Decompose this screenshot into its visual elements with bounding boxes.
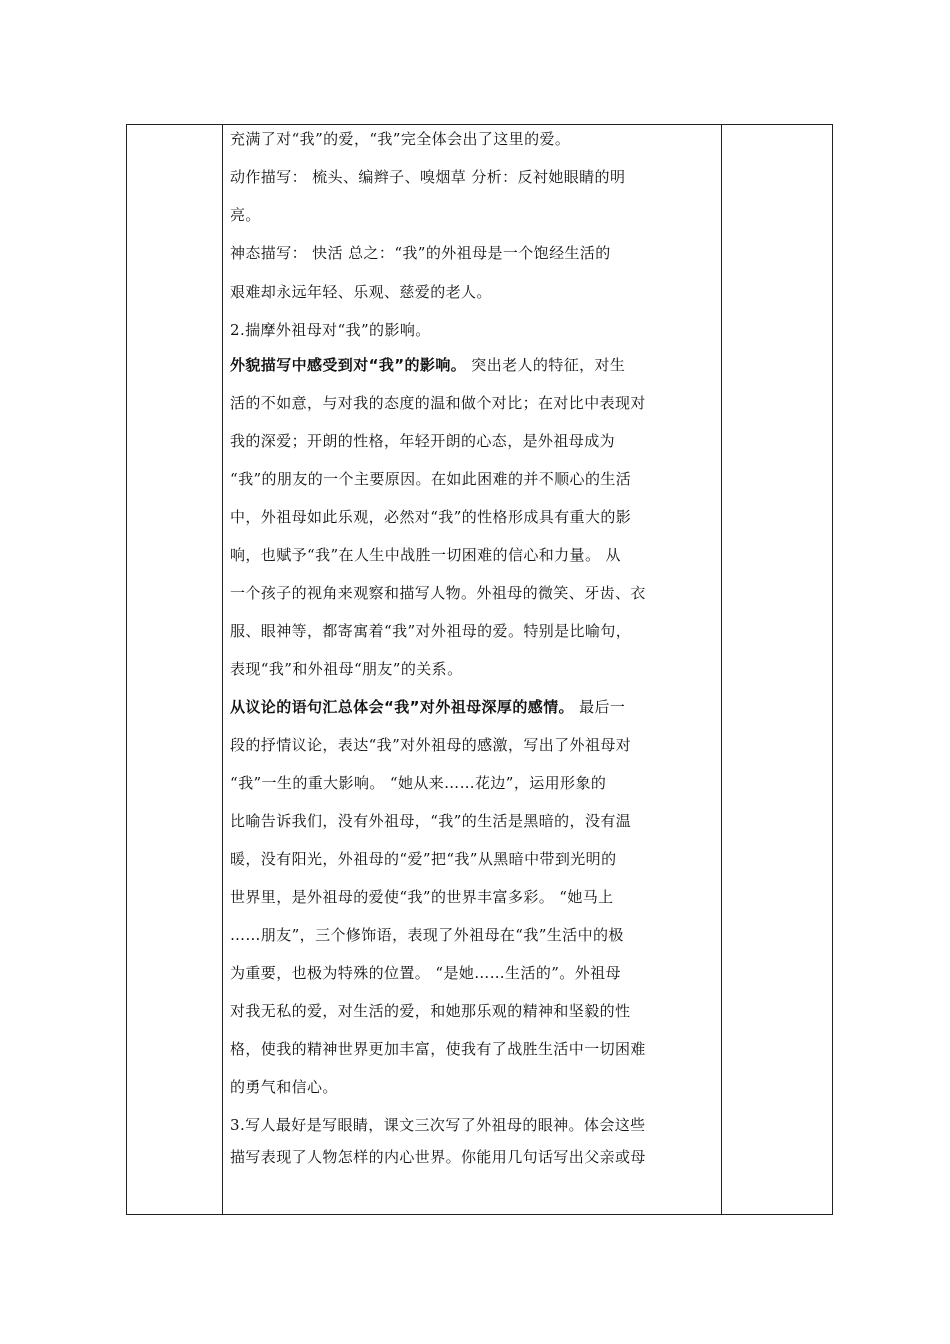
text-line: 的勇气和信心。	[230, 1078, 338, 1096]
text-line: 动作描写： 梳头、编辫子、嗅烟草 分析：反衬她眼睛的明	[230, 168, 626, 186]
table-cell-content	[230, 125, 716, 1214]
text-line: 段的抒情议论，表达“我”对外祖母的感激，写出了外祖母对	[230, 736, 632, 754]
text-line: 2.揣摩外祖母对“我”的影响。	[230, 321, 431, 339]
text-line: “我”一生的重大影响。 “她从来……花边”，运用形象的	[230, 774, 607, 792]
text-line: 我的深爱；开朗的性格，年轻开朗的心态，是外祖母成为	[230, 432, 616, 450]
text-line: 充满了对“我”的爱，“我”完全体会出了这里的爱。	[230, 130, 571, 148]
text-line: 比喻告诉我们，没有外祖母，“我”的生活是黑暗的，没有温	[230, 812, 632, 830]
text-line: 艰难却永远年轻、乐观、慈爱的老人。	[230, 283, 492, 301]
text-line: 响，也赋予“我”在人生中战胜一切困难的信心和力量。 从	[230, 546, 621, 564]
text-line: 神态描写： 快活 总之：“我”的外祖母是一个饱经生活的	[230, 244, 611, 262]
text-line: 为重要，也极为特殊的位置。 “是她……生活的”。外祖母	[230, 964, 621, 982]
bold-heading: 外貌描写中感受到对“我”的影响。	[230, 356, 467, 374]
bold-heading: 从议论的语句汇总体会“我”对外祖母深厚的感情。	[230, 698, 574, 716]
text-line: 暖，没有阳光，外祖母的“爱”把“我”从黑暗中带到光明的	[230, 850, 617, 868]
text-line: ……朋友”，三个修饰语，表现了外祖母在“我”生活中的极	[230, 926, 624, 944]
text-line: 外貌描写中感受到对“我”的影响。 突出老人的特征，对生	[230, 356, 626, 374]
text-line: 对我无私的爱，对生活的爱，和她那乐观的精神和坚毅的性	[230, 1002, 631, 1020]
text-line: 格，使我的精神世界更加丰富，使我有了战胜生活中一切困难	[230, 1040, 646, 1058]
text-line: 服、眼神等，都寄寓着“我”对外祖母的爱。特别是比喻句，	[230, 622, 632, 640]
text-line: 中，外祖母如此乐观，必然对“我”的性格形成具有重大的影	[230, 508, 632, 526]
text-line: 活的不如意，与对我的态度的温和做个对比；在对比中表现对	[230, 394, 646, 412]
text-line: 亮。	[230, 206, 261, 224]
table-cell-left	[127, 125, 222, 1214]
text-line: 3.写人最好是写眼睛，课文三次写了外祖母的眼神。体会这些	[230, 1116, 646, 1134]
text-line: 世界里，是外祖母的爱使“我”的世界丰富多彩。 “她马上	[230, 888, 614, 906]
text-line: 一个孩子的视角来观察和描写人物。外祖母的微笑、牙齿、衣	[230, 584, 646, 602]
text-line: “我”的朋友的一个主要原因。在如此困难的并不顺心的生活	[230, 470, 632, 488]
column-divider-left	[222, 125, 223, 1214]
text-line: 描写表现了人物怎样的内心世界。你能用几句话写出父亲或母	[230, 1148, 646, 1166]
text-line: 从议论的语句汇总体会“我”对外祖母深厚的感情。 最后一	[230, 698, 626, 716]
document-table	[126, 124, 833, 1215]
table-cell-right	[722, 125, 832, 1214]
text-line: 表现“我”和外祖母“朋友”的关系。	[230, 660, 463, 678]
